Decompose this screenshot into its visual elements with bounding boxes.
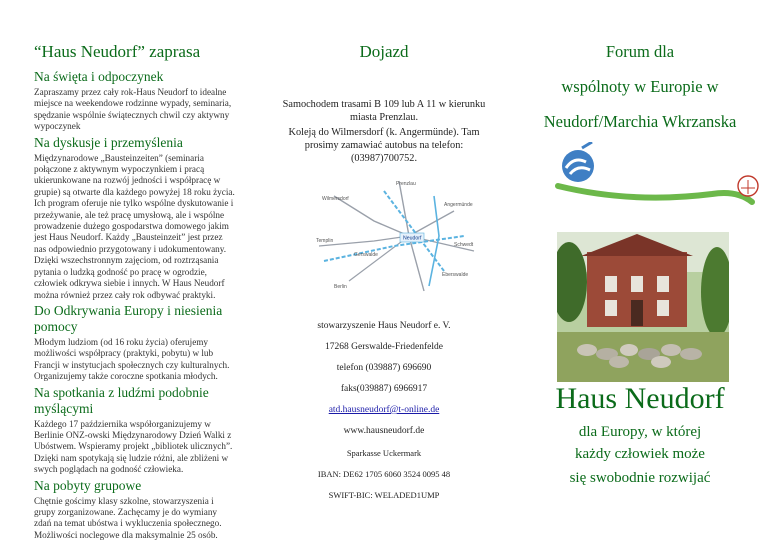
logo-icon <box>552 142 762 218</box>
section-heading: Do Odkrywania Europy i niesienia pomocy <box>34 302 223 334</box>
tagline-1: dla Europy, w której <box>578 424 702 440</box>
forum-line-2: wspólnoty w Europie w <box>561 77 719 96</box>
panel-title: “Haus Neudorf” zaprasa <box>34 42 201 61</box>
map-label: Schwedt <box>454 242 474 248</box>
forum-line-1: Forum dla <box>605 42 675 61</box>
section-heading: Na spotkania z ludźmi podobnie myślącymi <box>34 384 209 416</box>
section-text: Zapraszamy przez cały rok-Haus Neudorf to idealne miejsce na weekendowe rodzinne wypady, seminaria, spędzanie wspólnie świątecznych chwil czy aktywny wypoczynek <box>34 87 232 132</box>
directions-title: Dojazd <box>359 42 409 61</box>
map-label: Templin <box>316 238 334 244</box>
iban: IBAN: DE62 1705 6060 3524 0095 48 <box>317 469 451 479</box>
logo-green-sweep <box>558 186 752 202</box>
fax: faks(039887) 6966917 <box>340 384 428 394</box>
train-directions: Koleją do Wilmersdorf (k. Angermünde). Tam prosimy zamawiać autobus na telefon: (03987)700752. <box>288 127 480 164</box>
section-text: Każdego 17 października współorganizujemy w Berlinie ONZ-owski Międzynarodowy Dzień Walki z Ubóstwem. Wspieramy projekt „bibliotek ulicznych”. Dzięki nam spotykają się ludzie różni, ale zbliżeni w swych poglądach na godność człowieka. <box>34 418 233 475</box>
map-label: Gerswalde <box>354 252 378 258</box>
panel-right <box>512 0 768 543</box>
map-label: Berlin <box>334 284 347 290</box>
logo-mark <box>582 142 592 148</box>
website[interactable]: www.hausneudorf.de <box>343 426 425 436</box>
section-text: Młodym ludziom (od 16 roku życia) oferujemy możliwości współpracy (praktyki, pobytu) w lub Francji w instytucjach społecznych czy kulturalnych. Organizujemy także coroczne spotkania młodych. <box>34 336 230 382</box>
panel-middle <box>256 0 512 543</box>
map-label: Wilmersdorf <box>322 196 349 202</box>
tagline-2: każdy człowiek może <box>575 446 705 462</box>
map-label: Eberswalde <box>442 272 469 278</box>
house-name: Haus Neudorf <box>555 382 725 415</box>
panel-left <box>0 0 256 543</box>
map-rail <box>324 236 464 261</box>
address: 17268 Gerswalde-Friedenfelde <box>325 342 443 352</box>
email-link[interactable]: atd.hausneudorf@t-online.de <box>328 405 440 415</box>
bank-name: Sparkasse Uckermark <box>346 448 422 458</box>
route-map <box>314 176 484 296</box>
swift: SWIFT-BIC: WELADED1UMP <box>328 490 440 500</box>
section-heading: Na pobyty grupowe <box>34 477 142 493</box>
map-label: Prenzlau <box>396 181 416 187</box>
tagline-3: się swobodnie rozwijać <box>569 470 711 486</box>
org-name: stowarzyszenie Haus Neudorf e. V. <box>317 321 451 331</box>
house-photo <box>557 232 729 382</box>
forum-line-3: Neudorf/Marchia Wkrzanska <box>543 112 737 131</box>
section-heading: Na święta i odpoczynek <box>34 69 164 84</box>
car-directions: Samochodem trasami B 109 lub A 11 w kierunku miasta Prenzlau. <box>282 99 486 123</box>
section-text: Międzynarodowe „Bausteinzeiten” (seminaria połączone z aktywnym wypoczynkiem i pracą ukierunkowane na rozwój jedności i współpracę w grupie) są otwarte dla każdego powyżej 18 roku życia. Ich program oferuje nie tylko wspólne dyskutowanie i przeżywanie, ale też pracę umysłową, ale i wspólne prowadzenie dużego gospodarstwa domowego jakim jest Haus Neudorf. Każdy „Bausteinzeit” jest przez nas odpowiednio przygotowany i udokumentowany. Dzięki wszechstronnym zajęciom, od roztrząsania pytania o ludzką godność po pracę w ogrodzie, człowiek odkrywa siebie i innych. W Haus Neudorf można również przez cały rok odbywać praktyki. <box>34 152 235 300</box>
map-label: Angermünde <box>444 202 473 208</box>
section-heading: Na dyskusje i przemyślenia <box>34 134 183 150</box>
map-label: Neudorf <box>403 235 422 242</box>
phone: telefon (039887) 696690 <box>336 363 432 373</box>
section-text: Chętnie gościmy klasy szkolne, stowarzyszenia i grupy zorganizowane. Zachęcamy je do wymiany zdań na temat ubóstwa i wykluczenia społecznego. Możliwości noclegowe dla maksymalnie 25 osób. <box>34 495 222 540</box>
